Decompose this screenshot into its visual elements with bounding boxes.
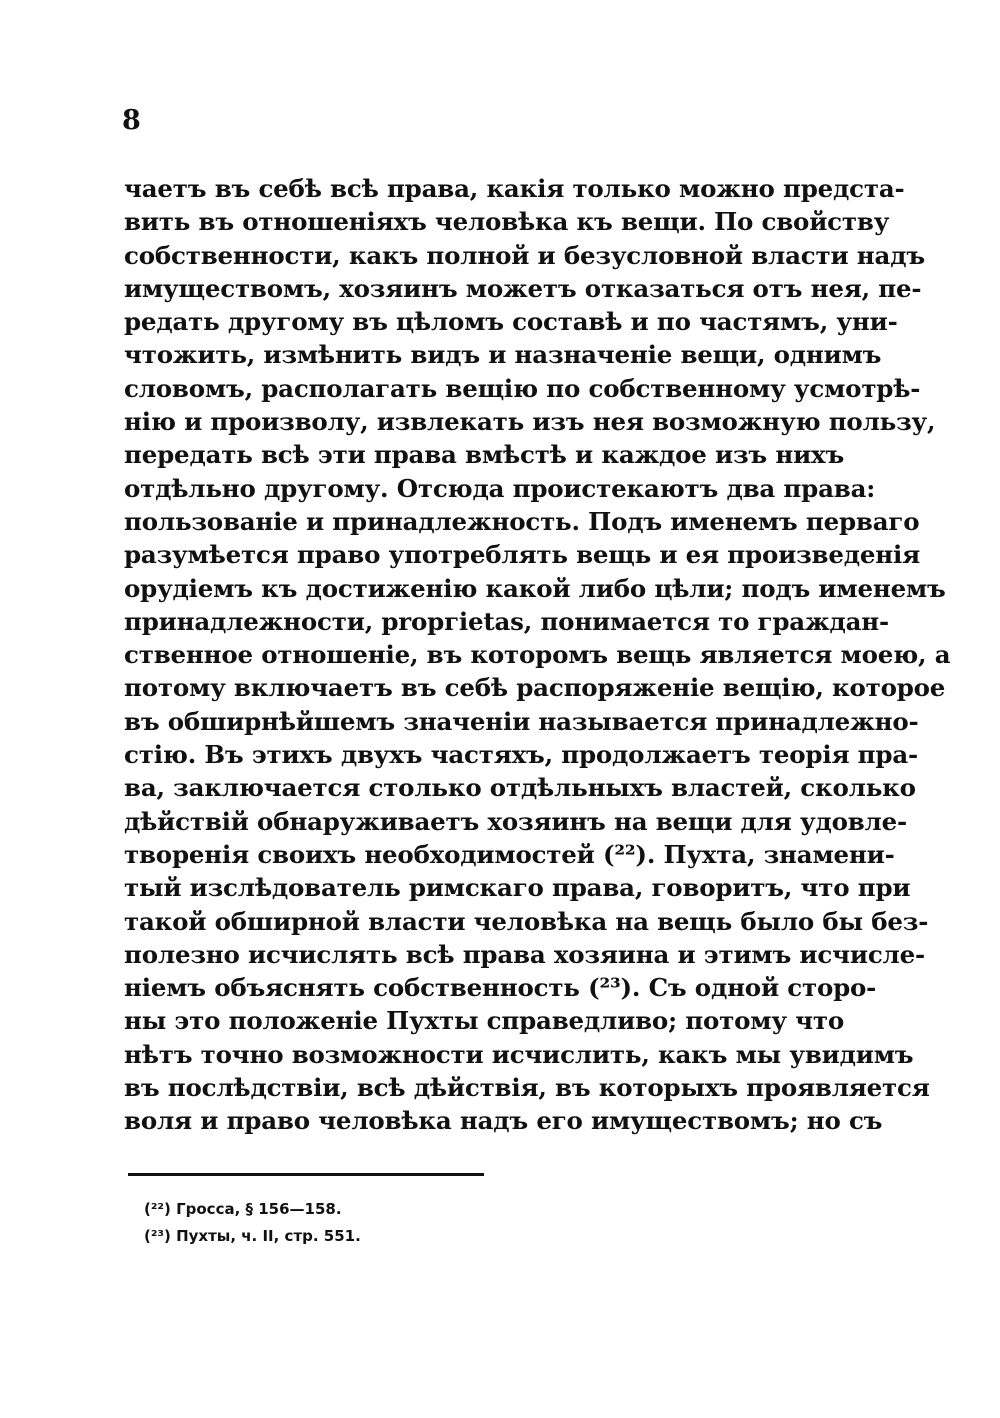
text-line: нѣтъ точно возможности исчислить, какъ мы увидимъ — [124, 1039, 914, 1069]
text-line: полезно исчислять всѣ права хозяина и этимъ исчисле- — [124, 939, 925, 969]
text-line: творенія своихъ необходимостей (²²). Пухта, знамени- — [124, 839, 895, 869]
text-line: словомъ, располагать вещію по собственному усмотрѣ- — [124, 373, 921, 403]
text-line: нію и произволу, извлекать изъ нея возможную пользу, — [124, 407, 936, 437]
footnotes — [144, 1196, 361, 1250]
text-line: орудіемъ къ достиженію какой либо цѣли; подъ именемъ — [124, 573, 946, 603]
text-line: редать другому въ цѣломъ составѣ и по частямъ, уни- — [124, 307, 898, 337]
text-line: въ послѣдствіи, всѣ дѣйствія, въ которыхъ проявляется — [124, 1073, 930, 1103]
footnote: (²²) Гросса, § 156—158. — [144, 1200, 342, 1218]
text-line: чтожить, измѣнить видъ и назначеніе вещи, однимъ — [124, 340, 882, 370]
text-line: вить въ отношеніяхъ человѣка къ вещи. По свойству — [124, 207, 890, 237]
text-line: передать всѣ эти права вмѣстѣ и каждое изъ нихъ — [124, 440, 845, 470]
page-number: 8 — [122, 105, 141, 136]
text-line: такой обширной власти человѣка на вещь было бы без- — [124, 906, 929, 936]
text-line: дѣйствій обнаруживаетъ хозяинъ на вещи для удовле- — [124, 806, 907, 836]
text-line: ва, заключается столько отдѣльныхъ властей, сколько — [124, 773, 916, 803]
text-line: чаетъ въ себѣ всѣ права, какія только можно предста- — [124, 174, 905, 203]
footnote-divider — [128, 1173, 484, 1176]
text-line: ны это положеніе Пухты справедливо; потому что — [124, 1006, 844, 1036]
text-line: воля и право человѣка надъ его имуществомъ; но съ — [124, 1106, 883, 1136]
text-line: принадлежности, prоргіetas, понимается то граждан- — [124, 606, 890, 636]
text-line: ственное отношеніе, въ которомъ вещь является моею, а — [124, 640, 951, 670]
text-line: въ обширнѣйшемъ значеніи называется принадлежно- — [124, 706, 919, 736]
text-line: стію. Въ этихъ двухъ частяхъ, продолжаетъ теорія пра- — [124, 740, 918, 770]
text-line: потому включаетъ въ себѣ распоряженіе вещію, которое — [124, 673, 946, 703]
text-line: пользованіе и принадлежность. Подъ именемъ перваго — [124, 506, 920, 536]
text-line: отдѣльно другому. Отсюда проистекаютъ два права: — [124, 473, 876, 503]
text-line: имуществомъ, хозяинъ можетъ отказаться отъ нея, пе- — [124, 273, 922, 303]
body-text — [124, 172, 951, 1138]
text-line: собственности, какъ полной и безусловной власти надъ — [124, 240, 925, 270]
text-line: ніемъ объяснять собственность (²³). Съ одной сторо- — [124, 973, 877, 1003]
footnote: (²³) Пухты, ч. II, стр. 551. — [144, 1227, 361, 1245]
text-line: разумѣется право употреблять вещь и ея произведенія — [124, 540, 920, 570]
text-line: тый изслѣдователь римскаго права, говоритъ, что при — [124, 873, 911, 903]
